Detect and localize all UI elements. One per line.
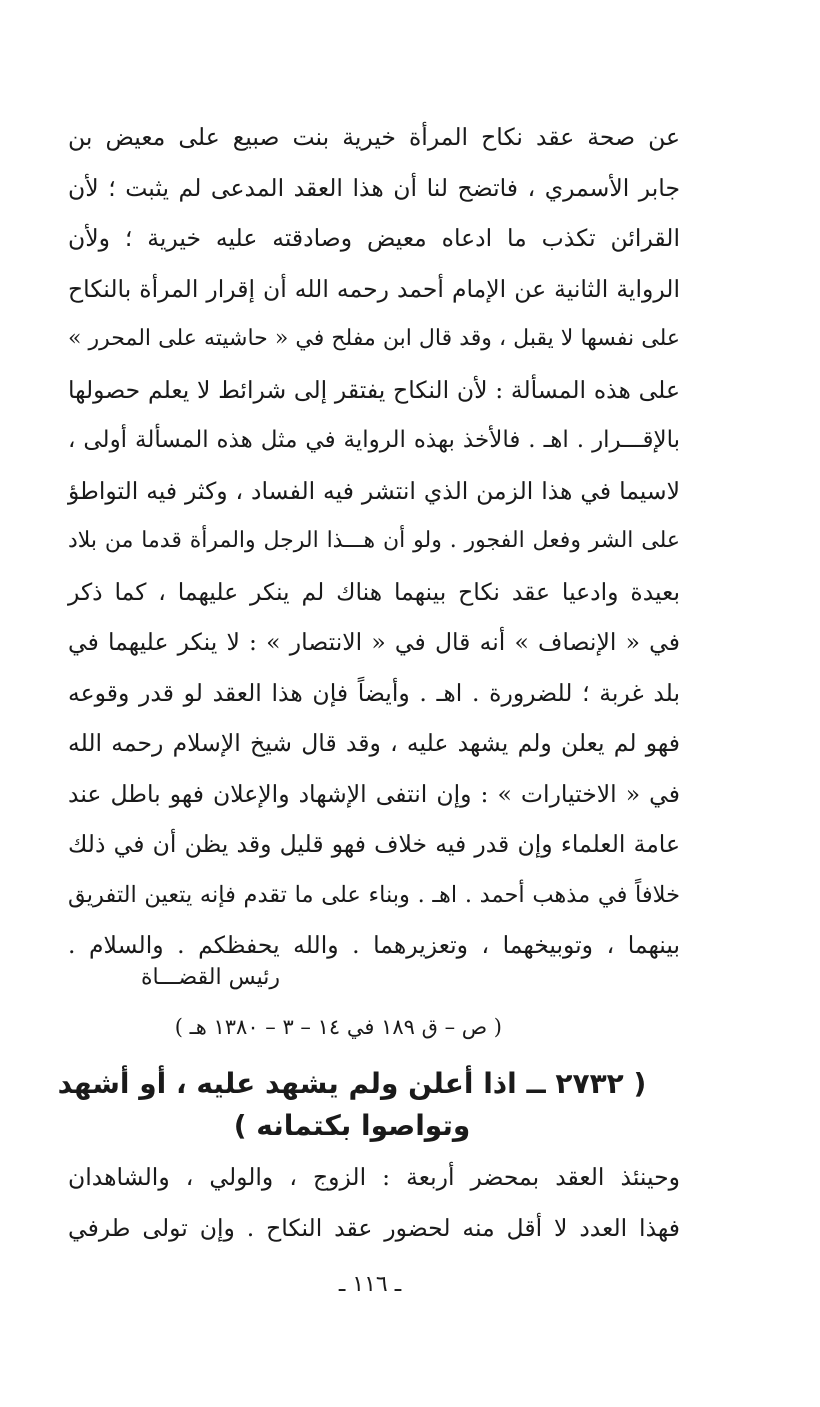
heading-line-1: ( ٢٧٣٢ ــ اذا أعلن ولم يشهد عليه ، أو أشهد xyxy=(57,1067,647,1100)
text-line: بالإقـــرار . اهـ . فالأخذ بهذه الرواية في مثل هذه المسألة أولى ، xyxy=(68,427,680,453)
text-line: الرواية الثانية عن الإمام أحمد رحمه الله أن إقرار المرأة بالنكاح xyxy=(68,274,680,303)
fatwa-body xyxy=(68,112,680,971)
section-body xyxy=(68,1152,680,1253)
text-line: جابر الأسمري ، فاتضح لنا أن هذا العقد المدعى لم يثبت ؛ لأن xyxy=(68,173,680,202)
text-line: القرائن تكذب ما ادعاه معيض وصادقته عليه خيرية ؛ ولأن xyxy=(68,224,680,252)
text-line: على هذه المسألة : لأن النكاح يفتقر إلى شرائط لا يعلم حصولها xyxy=(68,375,680,404)
document-reference: ( ص – ق ١٨٩ في ١٤ – ٣ – ١٣٨٠ هـ ) xyxy=(174,1015,502,1039)
text-line: بلد غربة ؛ للضرورة . اهـ . وأيضاً فإن هذا العقد لو قدر وقوعه xyxy=(68,678,680,707)
text-line: خلافاً في مذهب أحمد . اهـ . وبناء على ما تقدم فإنه يتعين التفريق xyxy=(68,881,680,908)
text-line: فهذا العدد لا أقل منه لحضور عقد النكاح . وإن تولى طرفي xyxy=(68,1213,680,1242)
text-line: بعيدة وادعيا عقد نكاح بينهما هناك لم ينكر عليهما ، كما ذكر xyxy=(68,577,680,606)
text-line: لاسيما في هذا الزمن الذي انتشر فيه الفساد ، وكثر فيه التواطؤ xyxy=(68,476,680,505)
text-line: عامة العلماء وإن قدر فيه خلاف فهو قليل وقد يظن أن في ذلك xyxy=(68,830,680,858)
page-number: ـ ١١٦ ـ xyxy=(338,1272,402,1297)
text-line: على الشر وفعل الفجور . ولو أن هـــذا الرجل والمرأة قدما من بلاد xyxy=(68,528,680,553)
text-line: عن صحة عقد نكاح المرأة خيرية بنت صبيع على معيض بن xyxy=(68,123,680,151)
text-line: في « الإنصاف » أنه قال في « الانتصار » : لا ينكر عليهما في xyxy=(68,628,680,656)
text-line: فهو لم يعلن ولم يشهد عليه ، وقد قال شيخ الإسلام رحمه الله xyxy=(68,729,680,757)
section-heading xyxy=(52,1063,652,1147)
signature-title: رئيس القضـــاة xyxy=(140,965,280,990)
text-line: وحينئذ العقد بمحضر أربعة : الزوج ، والولي ، والشاهدان xyxy=(68,1163,680,1191)
heading-line-2: وتواصوا بكتمانه ) xyxy=(233,1109,471,1142)
text-line: بينهما ، وتوبيخهما ، وتعزيرهما . والله يحفظكم . والسلام . xyxy=(68,931,680,959)
text-line: في « الاختيارات » : وإن انتفى الإشهاد والإعلان فهو باطل عند xyxy=(68,779,680,808)
text-line: على نفسها لا يقبل ، وقد قال ابن مفلح في « حاشيته على المحرر » xyxy=(68,326,680,351)
